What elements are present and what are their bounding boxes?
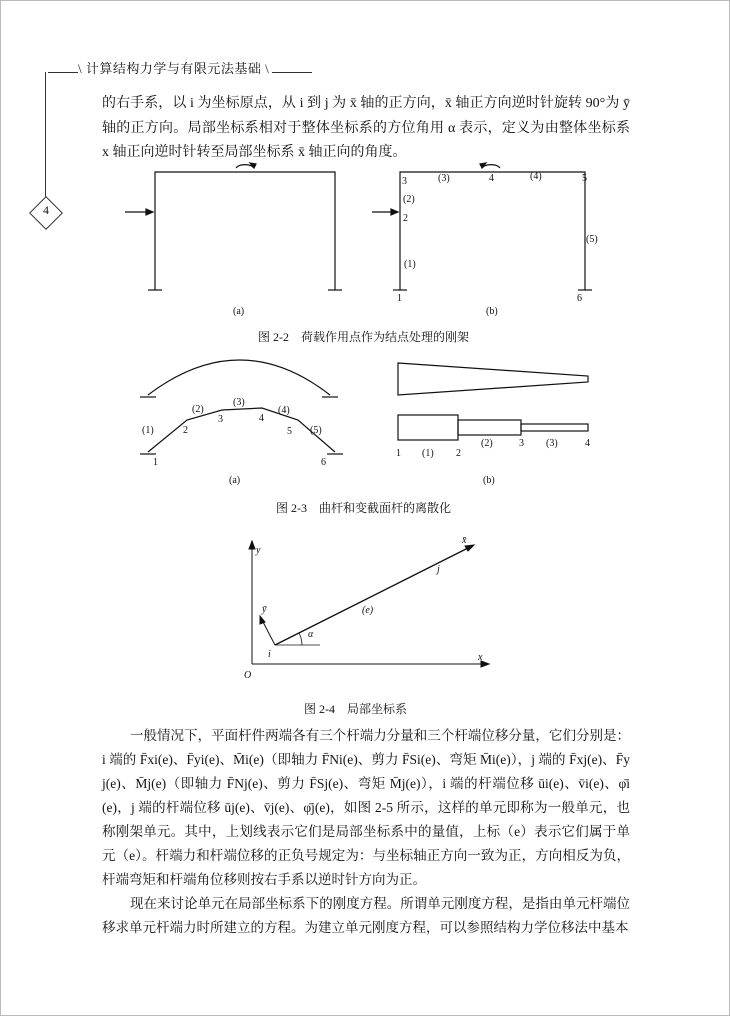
para2-line: 正负号规定为：与坐标轴正方向一致为正，方向相反为负，杆端弯矩和杆端角位移则按右 bbox=[102, 848, 631, 887]
fig2-4-caption: 图 2-4 局部坐标系 bbox=[304, 702, 407, 716]
element-label: (3) bbox=[438, 173, 450, 184]
para2-line: 手系以逆时针方向为正。 bbox=[277, 872, 426, 887]
node-label: 2 bbox=[456, 448, 461, 459]
fig2-4-axes bbox=[249, 541, 489, 667]
node-label: 3 bbox=[402, 176, 407, 187]
para2-line: v̄j(e)、φ̄j(e)，如图 2-5 所示，这样的单元即称为一般单元，也称刚架单元。其中，上划线表 bbox=[102, 800, 630, 839]
node-label: 4 bbox=[585, 438, 590, 449]
alpha-label: α bbox=[308, 629, 314, 640]
node-label: 2 bbox=[183, 425, 188, 436]
para2-line: 一般情况下，平面杆件两端各有三个杆端力分量和三个杆端位移分量，它们分别是： bbox=[130, 728, 630, 743]
node-label: 1 bbox=[153, 457, 158, 468]
element-label: (3) bbox=[233, 397, 245, 408]
fig2-3a-label: (a) bbox=[229, 475, 241, 486]
para3-line: 移求单元杆端力时所建立的方程。为建立单元刚度方程，可以参照结构力学位移法中基本 bbox=[102, 920, 629, 935]
element-label: (1) bbox=[404, 259, 416, 270]
element-label: (3) bbox=[546, 438, 558, 449]
running-header: \ 计算结构力学与有限元法基础 \ bbox=[78, 61, 270, 76]
para1-line: 的右手系，以 i 为坐标原点，从 i 到 j 为 x̄ 轴的正方向，x̄ 轴正方向逆时针旋转 90°为 ȳ 轴 bbox=[102, 96, 630, 136]
element-label: (2) bbox=[192, 404, 204, 415]
xbar-label: x̄ bbox=[462, 535, 467, 546]
fig2-3b-label: (b) bbox=[483, 475, 495, 486]
fig2-2-caption: 图 2-2 荷载作用点作为结点处理的刚架 bbox=[258, 330, 469, 344]
node-i-label: i bbox=[268, 649, 271, 660]
node-label: 1 bbox=[396, 448, 401, 459]
element-label: (1) bbox=[422, 448, 434, 459]
node-label: 4 bbox=[259, 413, 264, 424]
paragraph-3 bbox=[102, 892, 630, 940]
fig2-2a-label: (a) bbox=[233, 306, 245, 317]
paragraph-2 bbox=[102, 724, 630, 892]
node-label: 4 bbox=[489, 173, 494, 184]
y-axis-label: y bbox=[256, 545, 261, 556]
para2-line: 示它们是局部坐标系中的量值，上标（e）表示它们属于单元（e）。杆端力和杆端位移的 bbox=[102, 824, 631, 863]
node-label: 5 bbox=[287, 426, 292, 437]
node-j-label: j bbox=[437, 564, 440, 575]
para1-line: 的正方向。局部坐标系相对于整体坐标系的方位角用 α 表示，定义为由整体坐标系 x 轴正 bbox=[102, 120, 630, 160]
fig2-2a-frame bbox=[125, 163, 342, 290]
element-label: (1) bbox=[142, 425, 154, 436]
fig2-3-caption: 图 2-3 曲杆和变截面杆的离散化 bbox=[276, 501, 451, 515]
x-axis-label: x bbox=[478, 652, 483, 663]
node-label: 2 bbox=[403, 213, 408, 224]
fig2-2b-label: (b) bbox=[486, 306, 498, 317]
node-label: 6 bbox=[577, 293, 582, 304]
fig2-3b-bars bbox=[398, 363, 588, 440]
text-body bbox=[102, 724, 630, 940]
element-label: (4) bbox=[278, 405, 290, 416]
node-label: 3 bbox=[218, 414, 223, 425]
page-number: 4 bbox=[43, 203, 49, 217]
para1-line: 向逆时针转至局部坐标系 x̄ 轴正向的角度。 bbox=[140, 145, 407, 160]
element-label: (5) bbox=[586, 234, 598, 245]
node-label: 1 bbox=[397, 293, 402, 304]
node-label: 6 bbox=[321, 457, 326, 468]
element-label: (e) bbox=[362, 605, 374, 616]
para3-line: 现在来讨论单元在局部坐标系下的刚度方程。所谓单元刚度方程，是指由单元杆端位 bbox=[130, 896, 630, 911]
element-label: (2) bbox=[403, 194, 415, 205]
element-label: (4) bbox=[530, 171, 542, 182]
element-label: (2) bbox=[481, 438, 493, 449]
origin-label: O bbox=[244, 670, 252, 681]
node-label: 5 bbox=[582, 173, 587, 184]
node-label: 3 bbox=[519, 438, 524, 449]
para2-line: 轴力 F̄Nj(e)、剪力 F̄Sj(e)、弯矩 M̄j(e)），i 端的杆端位移 ūi(e)、v̄i(e)、φ̄i(e)，j 端的杆端位移 ūj(e)、 bbox=[102, 776, 630, 815]
ybar-label: ȳ bbox=[262, 604, 267, 615]
para2-line: i 端的 F̄xi(e)、F̄yi(e)、M̄i(e)（即轴力 F̄Ni(e)、剪力 F̄Si(e)、弯矩 M̄i(e)），j 端的 F̄xj(e)、F̄yj(e)、M̄j(e)（即 bbox=[102, 752, 630, 791]
element-label: (5) bbox=[310, 425, 322, 436]
